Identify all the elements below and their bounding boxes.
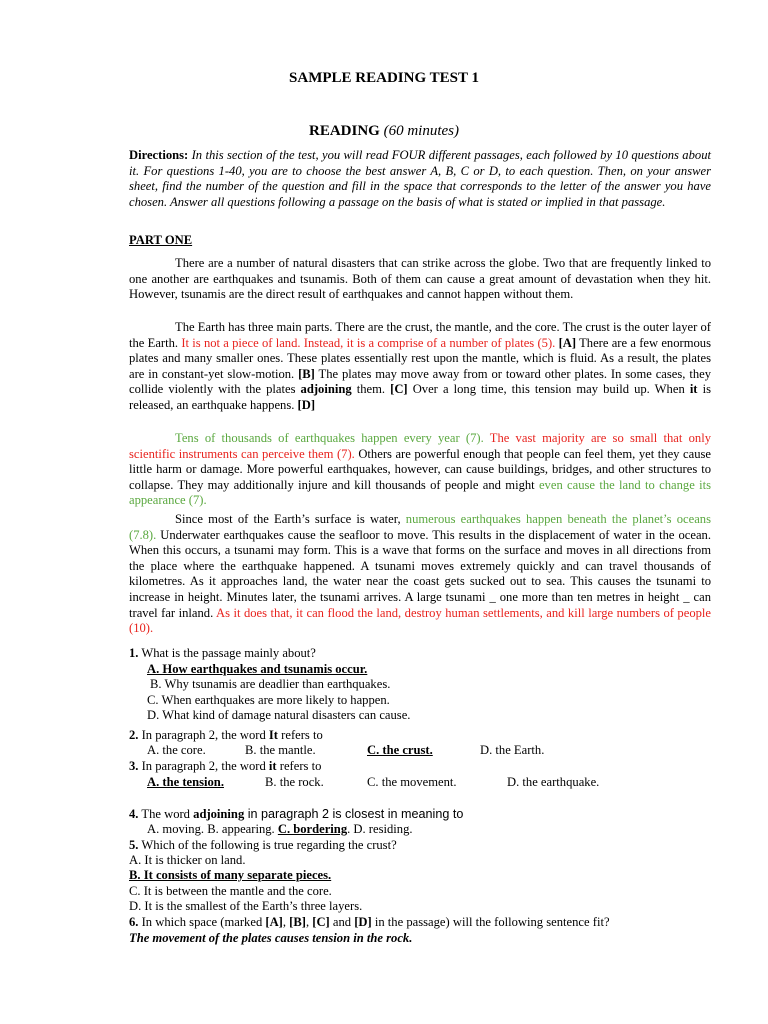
p2-highlight-red: It is not a piece of land. Instead, it is a comprise of a number of plates (5). xyxy=(181,335,556,350)
question-number: 6. xyxy=(129,915,139,929)
section-name: READING xyxy=(309,123,380,139)
passage-paragraph-2 xyxy=(129,320,711,414)
q3-option-d: D. the earthquake. xyxy=(507,775,600,789)
p4-highlight-red: As it does that, it can flood the land, destroy human settlements, and kill large numbers of people (10). xyxy=(129,605,711,636)
p2-text: them. xyxy=(351,382,391,397)
q4-option-b: B. appearing. xyxy=(207,822,275,836)
q2-option-a: A. the core. xyxy=(147,743,206,757)
question-3 xyxy=(129,759,321,775)
p3-text: Others are powerful enough that people can feel them, yet they cause little harm or damage. More powerful earthquakes, however, can cause buildings, bridges, and other structures to collapse. They may additionally injure and kill thousands of people and might xyxy=(129,446,711,492)
question-text: refers to xyxy=(276,759,322,773)
q2-option-c-correct: C. the crust. xyxy=(367,743,433,757)
question-text: In paragraph 2, the word xyxy=(138,759,269,773)
p4-text: Since most of the Earth’s surface is water, xyxy=(175,512,406,526)
question-text: in the passage) will the following sentence fit? xyxy=(371,915,610,929)
q3-option-a-correct: A. the tension. xyxy=(147,775,224,789)
q5-option-c: C. It is between the mantle and the core. xyxy=(129,884,332,898)
marker-c: [C] xyxy=(390,382,408,397)
question-number: 2. xyxy=(129,728,139,742)
q3-option-b: B. the rock. xyxy=(265,775,324,789)
question-text: The word xyxy=(138,807,194,821)
question-number: 1. xyxy=(129,646,139,660)
question-number: 5. xyxy=(129,838,139,852)
q4-option-a: A. moving. xyxy=(147,822,205,836)
page-title: SAMPLE READING TEST 1 xyxy=(289,70,479,86)
p3-highlight-green: Tens of thousands of earthquakes happen every year (7). xyxy=(175,431,484,445)
marker-c: [C] xyxy=(312,915,330,929)
marker-a: [A] xyxy=(265,915,283,929)
passage-paragraph-1: There are a number of natural disasters that can strike across the globe. Two that are frequently linked to one another are earthquakes and tsunamis. Both of them can cause a great amount of devastation when they hit. However, tsunamis are the direct result of earthquakes and cannot happen without them. xyxy=(129,256,711,302)
marker-d: [D] xyxy=(354,915,372,929)
p4-text: Underwater earthquakes cause the seafloor to move. This results in the displacement of water in the ocean. When this occurs, a tsunami may form. This is a wave that forms on the surface and moves in all directions from the place where the earthquake happened. A tsunami moves extremely quickly and can travel thousands of kilometres. As it approaches land, the water near the coast gets sucked out to sea. This causes the tsunami to increase in height. Minutes later, the tsunami arrives. A large tsunami _ one more than ten metres in height _ can travel far inland. xyxy=(129,527,711,620)
q1-option-c: C. When earthquakes are more likely to happen. xyxy=(147,693,390,707)
q1-option-b: B. Why tsunamis are deadlier than earthquakes. xyxy=(150,677,391,691)
q5-option-d: D. It is the smallest of the Earth’s three layers. xyxy=(129,899,363,913)
q3-option-c: C. the movement. xyxy=(367,775,457,789)
question-keyword: It xyxy=(268,728,279,742)
p3-highlight-green-2: even cause the land to change its appearance (7). xyxy=(129,477,711,508)
q2-option-d: D. the Earth. xyxy=(480,743,545,757)
question-keyword: it xyxy=(268,759,277,773)
question-4 xyxy=(129,807,463,823)
question-text: In paragraph 2, the word xyxy=(138,728,269,742)
passage-paragraph-3 xyxy=(129,431,711,509)
q1-option-a-correct: A. How earthquakes and tsunamis occur. xyxy=(147,662,368,676)
q5-option-a: A. It is thicker on land. xyxy=(129,853,246,867)
q4-options: A. moving. B. appearing. C. bordering. D. residing. xyxy=(147,822,413,836)
passage-paragraph-4 xyxy=(129,512,711,637)
p2-text: The Earth has three main parts. There are the crust, the mantle, and the core. The crust is the outer layer of the Earth. xyxy=(129,320,711,350)
question-keyword: adjoining xyxy=(193,807,245,821)
p4-highlight-green: numerous earthquakes happen beneath the planet’s oceans (7.8). xyxy=(129,512,712,542)
section-heading xyxy=(0,123,768,140)
question-number: 4. xyxy=(129,807,139,821)
word-adjoining: adjoining xyxy=(300,382,352,397)
directions-text: In this section of the test, you will read FOUR different passages, each followed by 10 questions about it. For questions 1-40, you are to choose the best answer A, B, C or D, to each question. Then, on your answer sheet, find the number of the question and fill in the space that corresponds to the letter of the answer you have chosen. Answer all questions following a passage on the basis of what is stated or implied in that passage. xyxy=(129,148,711,209)
q4-option-c-correct: C. bordering xyxy=(277,822,348,836)
p3-highlight-red: The vast majority are so small that only scientific instruments can perceive them (7). xyxy=(129,431,711,461)
section-time: (60 minutes) xyxy=(383,123,459,139)
p2-text: There are a few enormous plates and many smaller ones. These plates essentially rest upon the mantle, which is fluid. As a result, the plates are in constant-yet slow-motion. xyxy=(129,335,711,381)
marker-a: [A] xyxy=(558,335,577,350)
directions-label: Directions: xyxy=(129,148,189,162)
question-text: and xyxy=(329,915,355,929)
marker-d: [D] xyxy=(297,397,316,412)
question-6: 6. In which space (marked [A], [B], [C] and [D] in the passage) will the following sentence fit? xyxy=(129,915,610,929)
question-text: in paragraph 2 is closest in meaning to xyxy=(244,807,464,821)
p2-text: Over a long time, this tension may build up. When xyxy=(407,382,690,397)
p2-text: is released, an earthquake happens. xyxy=(129,382,711,412)
p2-text: The plates may move away from or toward other plates. In some cases, they collide violently with the plates xyxy=(129,366,711,397)
word-it: it xyxy=(689,382,698,397)
question-2 xyxy=(129,728,323,744)
question-text: refers to xyxy=(278,728,323,742)
marker-b: [B] xyxy=(298,366,315,381)
q4-option-d: D. residing. xyxy=(353,822,413,836)
question-5 xyxy=(129,838,397,854)
marker-b: [B] xyxy=(289,915,306,929)
q1-option-d: D. What kind of damage natural disasters can cause. xyxy=(147,708,411,722)
q5-option-b-correct: B. It consists of many separate pieces. xyxy=(129,868,332,882)
part-heading: PART ONE xyxy=(129,233,193,247)
question-number: 3. xyxy=(129,759,139,773)
q6-sentence: The movement of the plates causes tension in the rock. xyxy=(129,931,413,945)
question-text: What is the passage mainly about? xyxy=(138,646,316,660)
directions xyxy=(129,148,711,210)
question-text: Which of the following is true regarding the crust? xyxy=(138,838,397,852)
q2-option-b: B. the mantle. xyxy=(245,743,316,757)
question-text: In which space (marked xyxy=(138,915,266,929)
question-1 xyxy=(129,646,316,662)
